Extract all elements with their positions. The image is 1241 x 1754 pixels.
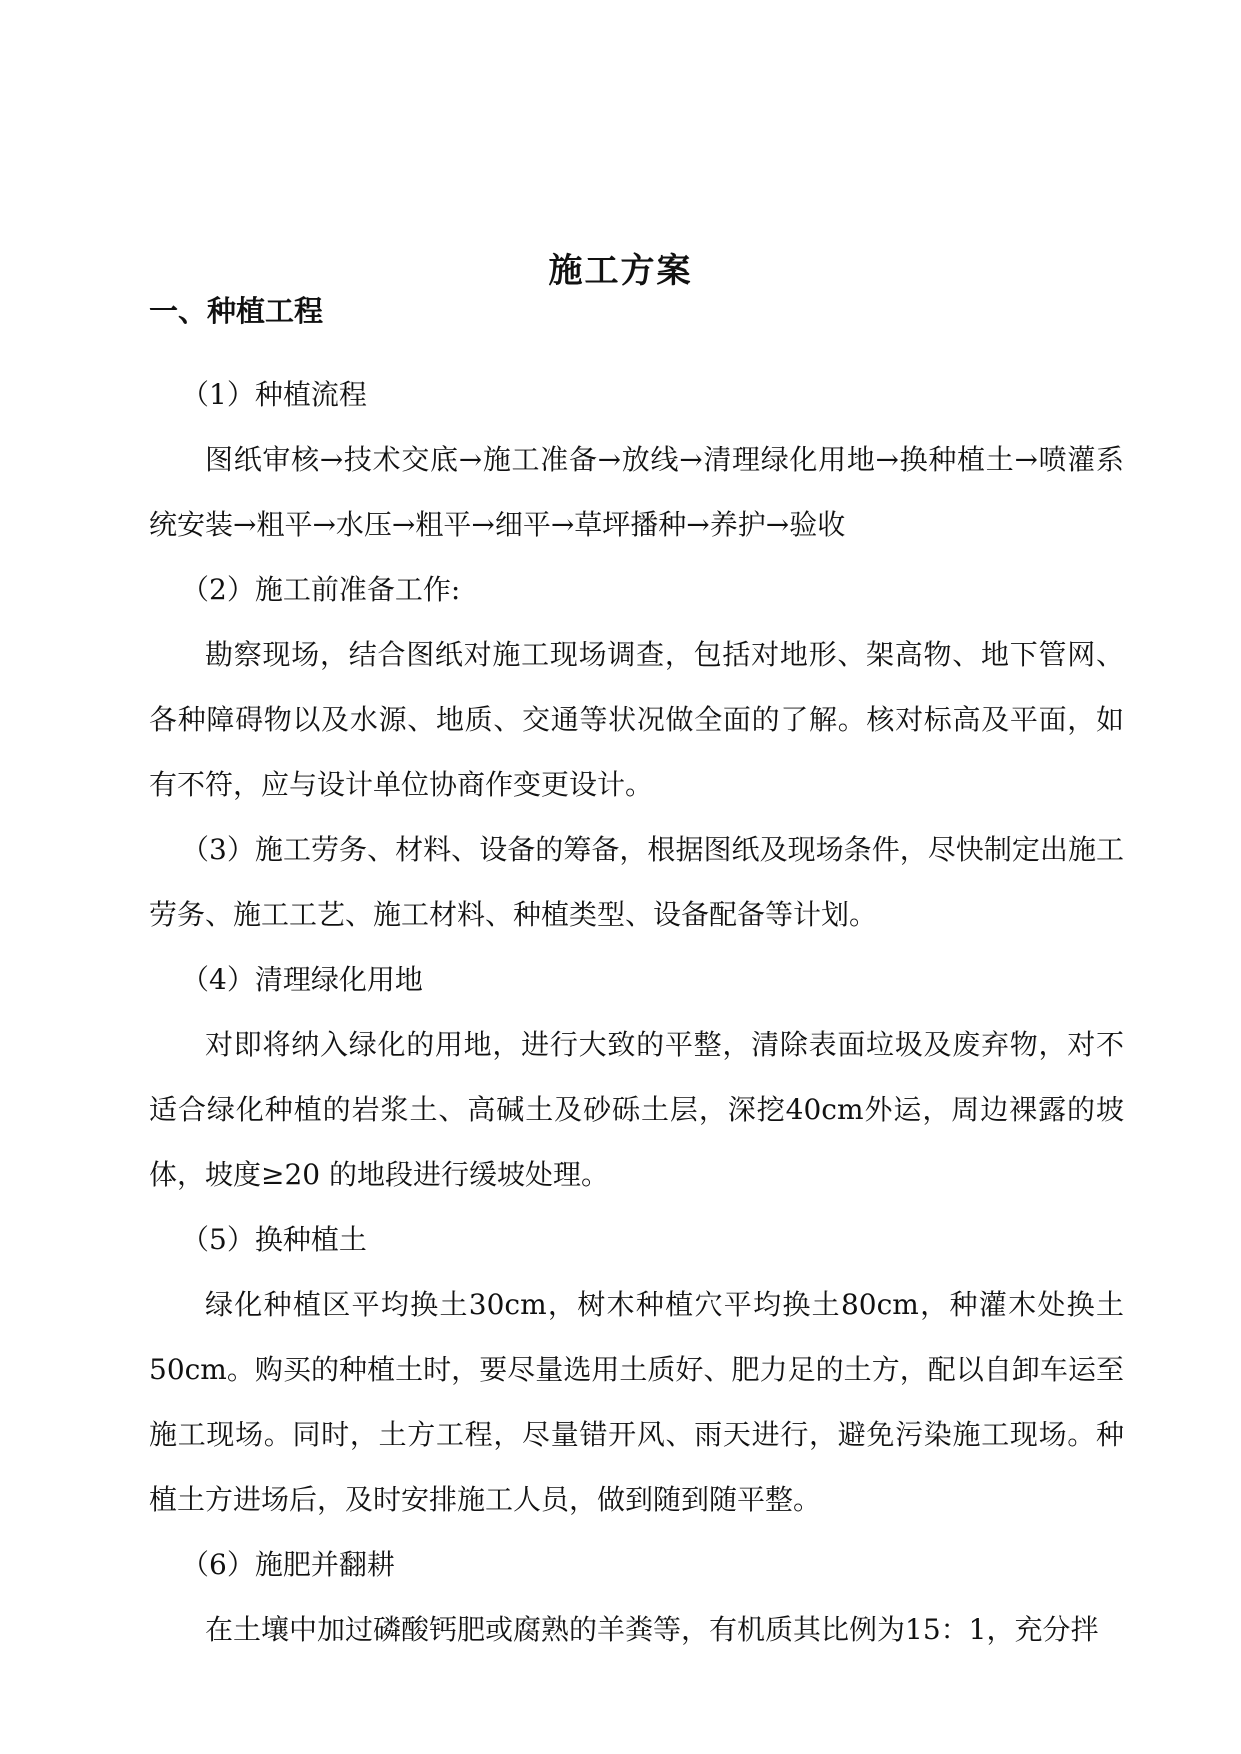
item-body-4: 对即将纳入绿化的用地，进行大致的平整，清除表面垃圾及废弃物，对不适合绿化种植的岩浆土、高碱土及砂砾土层，深挖40cm外运，周边裸露的坡体，坡度≥20 的地段进行缓坡处理。 (149, 1028, 1124, 1191)
item-body-5: 绿化种植区平均换土30cm，树木种植穴平均换土80cm，种灌木处换土50cm。购买的种植土时，要尽量选用土质好、肥力足的土方，配以自卸车运至施工现场。同时，土方工程，尽量错开风、雨天进行，避免污染施工现场。种植土方进场后，及时安排施工人员，做到随到随平整。 (149, 1288, 1124, 1516)
item-body-6: 在土壤中加过磷酸钙肥或腐熟的羊粪等，有机质其比例为15：1，充分拌 (205, 1613, 1099, 1646)
item-heading-2: （2）施工前准备工作: (181, 573, 461, 606)
item-heading-4: （4）清理绿化用地 (181, 963, 423, 996)
document-body (149, 288, 1124, 1662)
item-heading-1: （1）种植流程 (181, 378, 367, 411)
item-body-2: 勘察现场，结合图纸对施工现场调查，包括对地形、架高物、地下管网、各种障碍物以及水源、地质、交通等状况做全面的了解。核对标高及平面，如有不符，应与设计单位协商作变更设计。 (149, 638, 1124, 801)
item-heading-6: （6）施肥并翻耕 (181, 1548, 395, 1581)
item-body-1: 图纸审核→技术交底→施工准备→放线→清理绿化用地→换种植土→喷灌系统安装→粗平→水压→粗平→细平→草坪播种→养护→验收 (149, 443, 1124, 541)
page-title: 施工方案 (548, 250, 693, 291)
item-heading-5: （5）换种植土 (181, 1223, 367, 1256)
item-heading-3: （3）施工劳务、材料、设备的筹备，根据图纸及现场条件，尽快制定出施工劳务、施工工艺、施工材料、种植类型、设备配备等计划。 (149, 833, 1124, 931)
section-heading: 一、种植工程 (149, 294, 324, 328)
